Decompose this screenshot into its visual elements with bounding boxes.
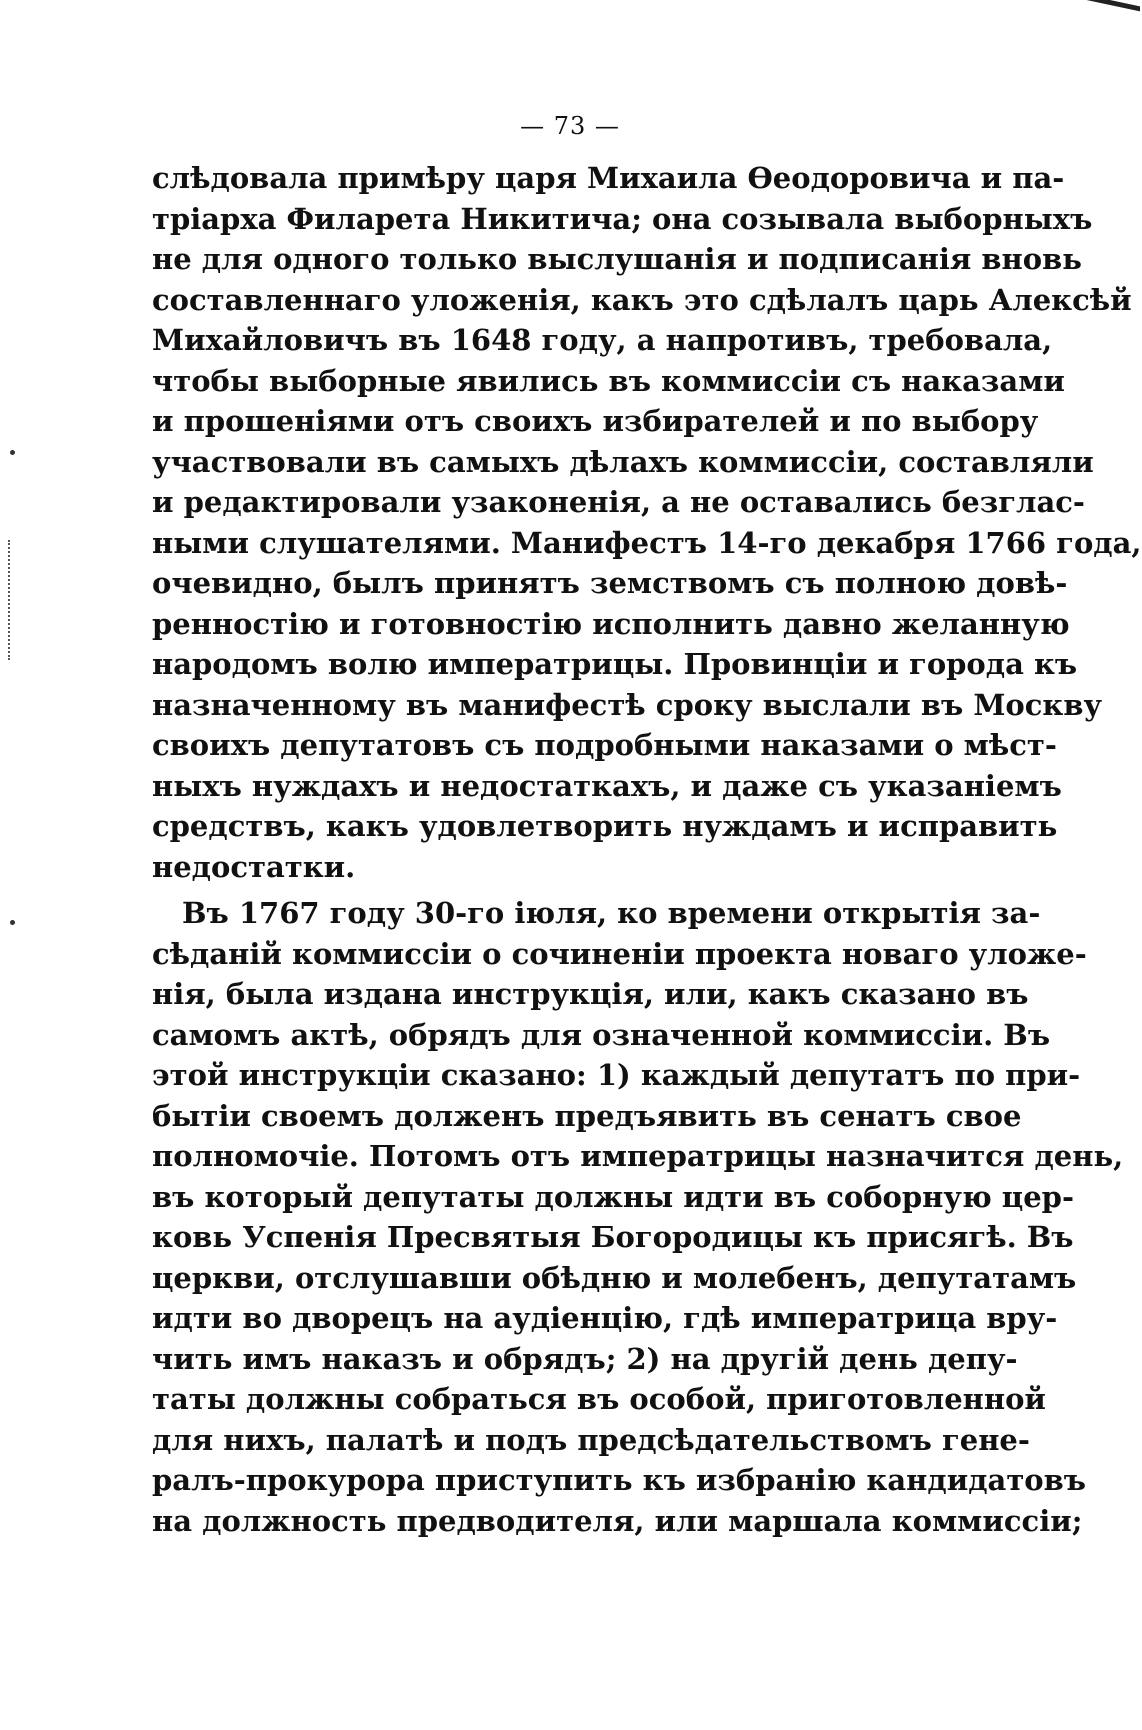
scan-speck xyxy=(10,450,15,455)
scan-margin-mark xyxy=(8,540,12,660)
text-line: сѣданій коммиссіи о сочиненіи проекта новаго уложе- xyxy=(152,936,1087,971)
scan-edge-mark xyxy=(1080,0,1140,31)
text-line: слѣдовала примѣру царя Михаила Ѳеодоровича и па- xyxy=(152,161,1065,195)
text-line: очевидно, былъ принятъ земствомъ съ полною довѣ- xyxy=(152,566,1068,600)
text-line: составленнаго уложенія, какъ это сдѣлалъ царь Алексѣй xyxy=(152,282,1132,317)
text-line: назначенному въ манифестѣ сроку выслали въ Москву xyxy=(152,687,1103,722)
text-line: ралъ-прокурора приступить къ избранію кандидатовъ xyxy=(152,1463,1087,1497)
text-line: чтобы выборные явились въ коммиссіи съ наказами xyxy=(152,363,1065,398)
text-line: народомъ волю императрицы. Провинціи и города къ xyxy=(152,647,1078,681)
text-line: участвовали въ самыхъ дѣлахъ коммиссіи, составляли xyxy=(152,444,1094,479)
text-line: своихъ депутатовъ съ подробными наказами о мѣст- xyxy=(152,728,1057,762)
text-line: и редактировали узаконенія, а не оставались безглас- xyxy=(152,485,1085,519)
text-line: самомъ актѣ, обрядъ для означенной коммиссіи. Въ xyxy=(152,1017,1051,1052)
text-line: на должность предводителя, или маршала коммиссіи; xyxy=(152,1503,1083,1538)
text-line: ренностію и готовностію исполнить давно желанную xyxy=(152,606,1070,641)
page-number: — 73 — xyxy=(520,112,620,140)
text-line: Михайловичъ въ 1648 году, а напротивъ, требовала, xyxy=(152,323,1053,357)
body-text xyxy=(152,158,1142,1541)
scan-speck xyxy=(10,920,15,925)
text-line: не для одного только выслушанія и подписанія вновь xyxy=(152,242,1082,276)
text-line: чить имъ наказъ и обрядъ; 2) на другій день депу- xyxy=(152,1341,1018,1376)
text-line: полномочіе. Потомъ отъ императрицы назначится день, xyxy=(152,1139,1124,1173)
text-line: средствъ, какъ удовлетворить нуждамъ и исправить xyxy=(152,809,1058,843)
text-line: нія, была издана инструкція, или, какъ сказано въ xyxy=(152,977,1029,1011)
text-line: недостатки. xyxy=(152,849,356,884)
text-line: ными слушателями. Манифестъ 14-го декабря 1766 года, xyxy=(152,525,1142,560)
text-line: идти во дворецъ на аудіенцію, гдѣ императрица вру- xyxy=(152,1301,1058,1335)
text-line: таты должны собраться въ особой, приготовленной xyxy=(152,1382,1046,1416)
text-line: въ который депутаты должны идти въ соборную цер- xyxy=(152,1179,1074,1214)
paragraph xyxy=(152,893,1124,1541)
text-line: бытіи своемъ долженъ предъявить въ сенатъ свое xyxy=(152,1098,1022,1133)
text-line: и прошеніями отъ своихъ избирателей и по выбору xyxy=(152,404,1039,438)
text-line: для нихъ, палатѣ и подъ предсѣдательствомъ гене- xyxy=(152,1422,1030,1457)
text-line: этой инструкціи сказано: 1) каждый депутатъ по при- xyxy=(152,1058,1081,1092)
text-line: церкви, отслушавши обѣдню и молебенъ, депутатамъ xyxy=(152,1260,1077,1295)
text-line: ныхъ нуждахъ и недостаткахъ, и даже съ указаніемъ xyxy=(152,768,1062,803)
text-line: Въ 1767 году 30-го іюля, ко времени открытія за- xyxy=(182,896,1041,930)
text-line: тріарха Филарета Никитича; она созывала выборныхъ xyxy=(152,201,1093,236)
paragraph xyxy=(152,158,1142,887)
text-line: ковь Успенія Пресвятыя Богородицы къ присягѣ. Въ xyxy=(152,1220,1074,1254)
